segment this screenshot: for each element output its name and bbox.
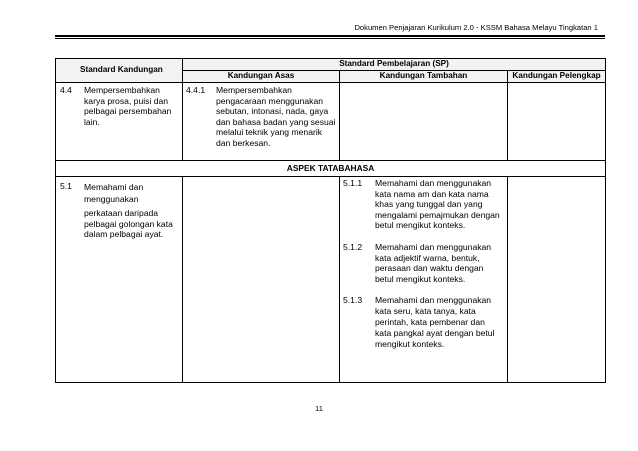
header-standard-kandungan: Standard Kandungan [56, 59, 183, 83]
kt-cell-empty [340, 83, 508, 161]
header-kandungan-pelengkap: Kandungan Pelengkap [508, 71, 606, 83]
sk-text: Mempersembahkan karya prosa, puisi dan pelbagai persembahan lain. [84, 85, 172, 127]
ka-cell-4-4-1 [183, 83, 340, 161]
sk-cell-4-4 [56, 83, 183, 161]
sp-text: Memahami dan menggunakan kata nama am dan kata nama khas yang tunggal dan yang mengalami pemajmukan dengan betul mengikut konteks. [375, 178, 500, 231]
sp-number: 5.1.3 [343, 295, 363, 306]
header-rule-thin [55, 38, 605, 39]
header-rule-thick [55, 35, 605, 37]
sp-text: kata pangkal ayat dengan betul mengikut konteks. [375, 328, 495, 349]
sp-number: 5.1.2 [343, 241, 363, 252]
sp-text: Memahami dan menggunakan kata seru, kata tanya, kata perintah, kata pembenar dan [375, 295, 492, 327]
kt-cell-5-1 [340, 177, 508, 383]
sk-text: perkataan daripada pelbagai golongan kata dalam pelbagai ayat. [84, 208, 173, 240]
table-row [56, 83, 606, 161]
header-standard-pembelajaran: Standard Pembelajaran (SP) [183, 59, 606, 71]
page-number: 11 [315, 404, 323, 413]
sk-text: Memahami dan menggunakan [84, 182, 144, 204]
kp-cell-empty [508, 83, 606, 161]
ka-cell-empty [183, 177, 340, 383]
curriculum-table [55, 58, 606, 383]
sk-number: 4.4 [60, 85, 72, 95]
sp-number: 5.1.1 [343, 178, 363, 188]
sp-number: 4.4.1 [186, 85, 206, 95]
sp-text: Memahami dan menggunakan kata adjektif warna, bentuk, perasaan dan waktu dengan betul mengikut konteks. [375, 241, 492, 284]
kp-cell-empty [508, 177, 606, 383]
header-kandungan-asas: Kandungan Asas [183, 71, 340, 83]
section-title: ASPEK TATABAHASA [56, 161, 606, 177]
table-row [56, 177, 606, 383]
document-header-title: Dokumen Penjajaran Kurikulum 2.0 - KSSM Bahasa Melayu Tingkatan 1 [354, 23, 598, 32]
header-kandungan-tambahan: Kandungan Tambahan [340, 71, 508, 83]
sk-number: 5.1 [60, 181, 72, 191]
sp-text: Mempersembahkan pengacaraan menggunakan sebutan, intonasi, nada, gaya dan bahasa badan yang sesuai melalui teknik yang menarik dan berkesan. [216, 85, 336, 148]
sk-cell-5-1 [56, 177, 183, 383]
